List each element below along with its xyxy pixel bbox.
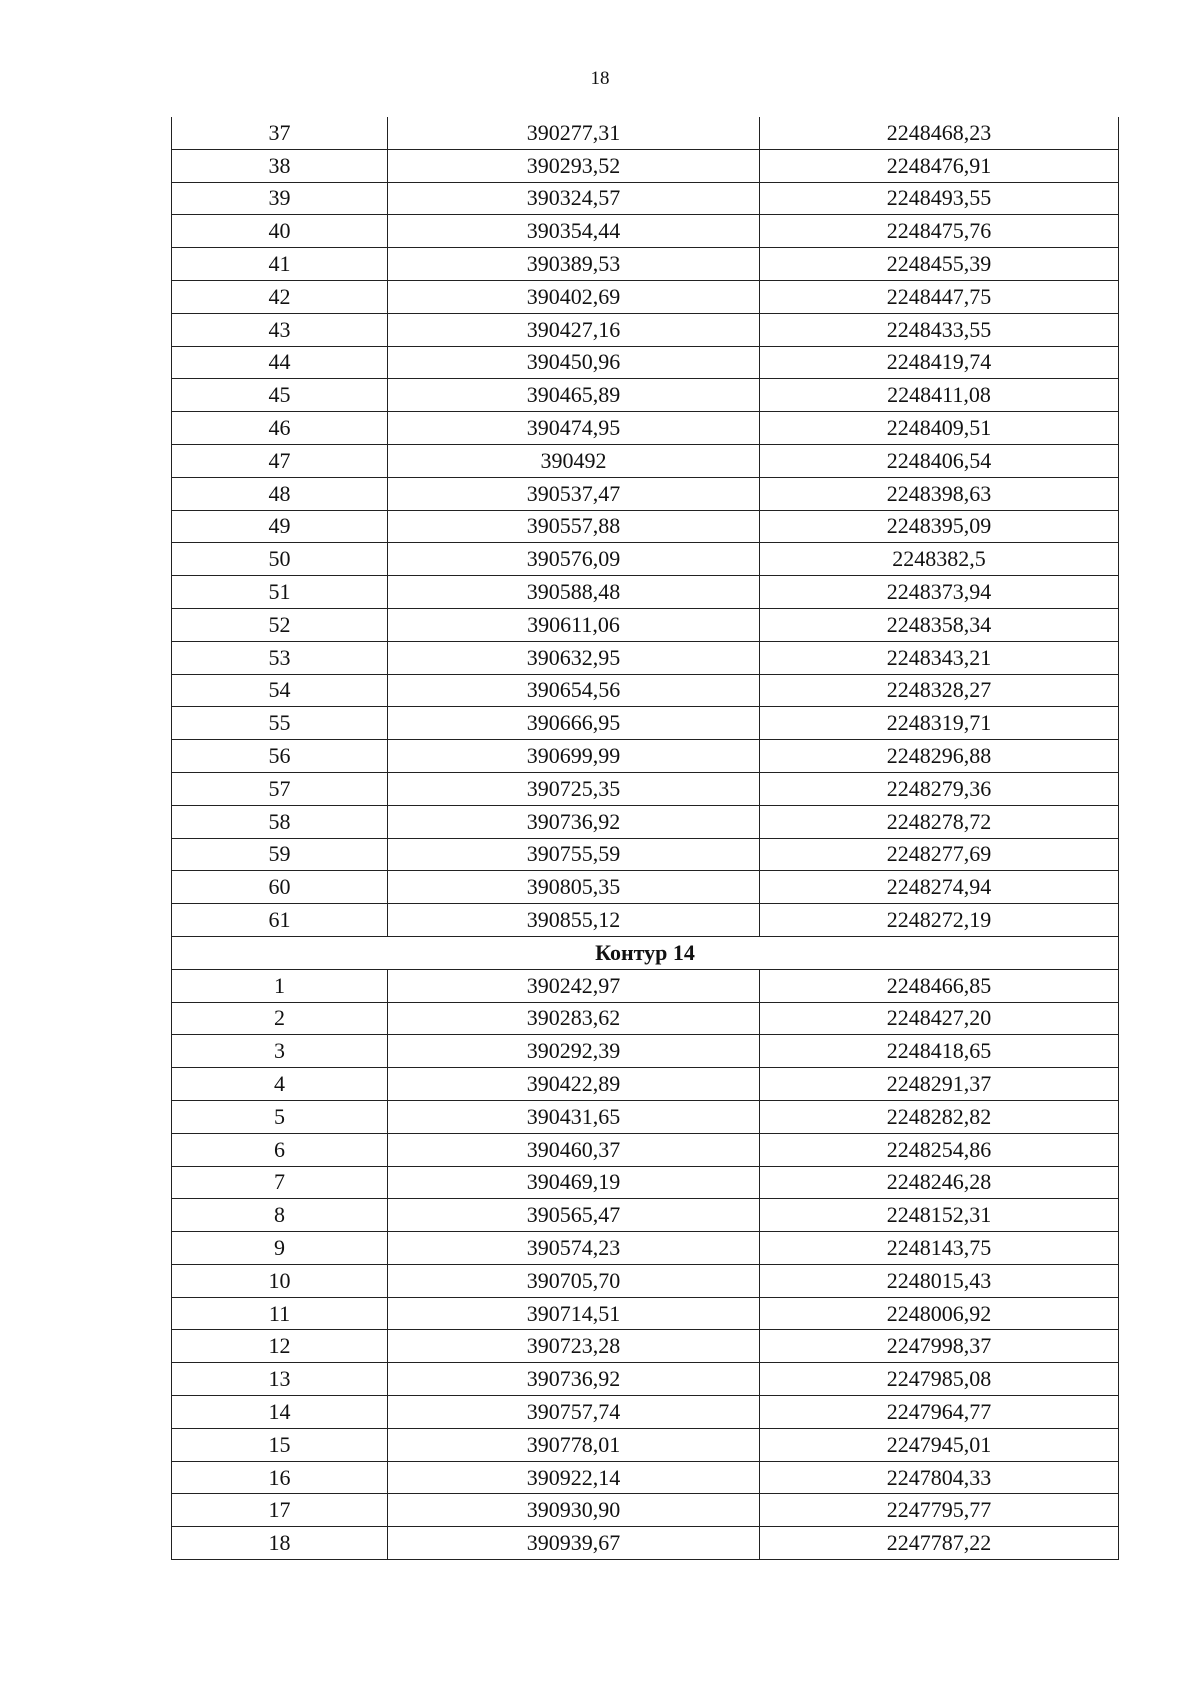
point-number-cell: 1 [172,969,388,1002]
point-number-cell: 52 [172,608,388,641]
x-coordinate-cell: 390588,48 [388,576,760,609]
x-coordinate-cell: 390705,70 [388,1264,760,1297]
y-coordinate-cell: 2248277,69 [760,838,1119,871]
y-coordinate-cell: 2248411,08 [760,379,1119,412]
table-row [172,1002,1119,1035]
x-coordinate-cell: 390474,95 [388,412,760,445]
y-coordinate-cell: 2248427,20 [760,1002,1119,1035]
x-coordinate-cell: 390632,95 [388,641,760,674]
y-coordinate-cell: 2248358,34 [760,608,1119,641]
x-coordinate-cell: 390699,99 [388,740,760,773]
point-number-cell: 11 [172,1297,388,1330]
y-coordinate-cell: 2248398,63 [760,477,1119,510]
table-row [172,477,1119,510]
point-number-cell: 2 [172,1002,388,1035]
x-coordinate-cell: 390557,88 [388,510,760,543]
point-number-cell: 60 [172,871,388,904]
y-coordinate-cell: 2247985,08 [760,1363,1119,1396]
point-number-cell: 50 [172,543,388,576]
point-number-cell: 8 [172,1199,388,1232]
point-number-cell: 49 [172,510,388,543]
x-coordinate-cell: 390654,56 [388,674,760,707]
y-coordinate-cell: 2248433,55 [760,313,1119,346]
x-coordinate-cell: 390422,89 [388,1068,760,1101]
table-row [172,969,1119,1002]
x-coordinate-cell: 390574,23 [388,1232,760,1265]
x-coordinate-cell: 390460,37 [388,1133,760,1166]
point-number-cell: 7 [172,1166,388,1199]
y-coordinate-cell: 2247998,37 [760,1330,1119,1363]
x-coordinate-cell: 390855,12 [388,904,760,937]
table-row [172,379,1119,412]
y-coordinate-cell: 2248455,39 [760,248,1119,281]
point-number-cell: 55 [172,707,388,740]
point-number-cell: 43 [172,313,388,346]
y-coordinate-cell: 2248476,91 [760,149,1119,182]
y-coordinate-cell: 2248015,43 [760,1264,1119,1297]
point-number-cell: 41 [172,248,388,281]
table-row [172,1068,1119,1101]
x-coordinate-cell: 390293,52 [388,149,760,182]
point-number-cell: 39 [172,182,388,215]
point-number-cell: 38 [172,149,388,182]
page-number: 18 [590,68,610,89]
y-coordinate-cell: 2247945,01 [760,1428,1119,1461]
point-number-cell: 58 [172,805,388,838]
table-row [172,1035,1119,1068]
x-coordinate-cell: 390324,57 [388,182,760,215]
y-coordinate-cell: 2248406,54 [760,444,1119,477]
x-coordinate-cell: 390292,39 [388,1035,760,1068]
point-number-cell: 4 [172,1068,388,1101]
table-row [172,313,1119,346]
coordinates-table [171,117,1119,1560]
table-row [172,674,1119,707]
point-number-cell: 59 [172,838,388,871]
point-number-cell: 13 [172,1363,388,1396]
y-coordinate-cell: 2248143,75 [760,1232,1119,1265]
point-number-cell: 40 [172,215,388,248]
section-heading-row [172,936,1119,969]
coordinates-rows-before [172,117,1119,936]
point-number-cell: 17 [172,1494,388,1527]
table-row [172,1199,1119,1232]
table-row [172,871,1119,904]
table-row [172,608,1119,641]
x-coordinate-cell: 390666,95 [388,707,760,740]
y-coordinate-cell: 2248006,92 [760,1297,1119,1330]
table-row [172,182,1119,215]
section-heading-group [172,936,1119,969]
point-number-cell: 45 [172,379,388,412]
point-number-cell: 6 [172,1133,388,1166]
point-number-cell: 51 [172,576,388,609]
table-row [172,1527,1119,1560]
y-coordinate-cell: 2248328,27 [760,674,1119,707]
table-row [172,117,1119,149]
x-coordinate-cell: 390714,51 [388,1297,760,1330]
point-number-cell: 57 [172,772,388,805]
table-row [172,904,1119,937]
x-coordinate-cell: 390283,62 [388,1002,760,1035]
y-coordinate-cell: 2247964,77 [760,1396,1119,1429]
table-row [172,412,1119,445]
y-coordinate-cell: 2248475,76 [760,215,1119,248]
x-coordinate-cell: 390757,74 [388,1396,760,1429]
point-number-cell: 5 [172,1100,388,1133]
x-coordinate-cell: 390723,28 [388,1330,760,1363]
x-coordinate-cell: 390427,16 [388,313,760,346]
point-number-cell: 47 [172,444,388,477]
x-coordinate-cell: 390755,59 [388,838,760,871]
table-row [172,1428,1119,1461]
x-coordinate-cell: 390277,31 [388,117,760,149]
table-row [172,1330,1119,1363]
table-row [172,576,1119,609]
y-coordinate-cell: 2248395,09 [760,510,1119,543]
section-heading: Контур 14 [172,936,1119,969]
y-coordinate-cell: 2248373,94 [760,576,1119,609]
y-coordinate-cell: 2248291,37 [760,1068,1119,1101]
x-coordinate-cell: 390576,09 [388,543,760,576]
point-number-cell: 15 [172,1428,388,1461]
coordinates-rows-after [172,969,1119,1559]
x-coordinate-cell: 390537,47 [388,477,760,510]
table-row [172,280,1119,313]
table-row [172,740,1119,773]
table-row [172,1363,1119,1396]
table-row [172,1461,1119,1494]
x-coordinate-cell: 390736,92 [388,1363,760,1396]
y-coordinate-cell: 2248418,65 [760,1035,1119,1068]
table-row [172,1297,1119,1330]
table-row [172,838,1119,871]
table-row [172,707,1119,740]
table-row [172,510,1119,543]
table-row [172,543,1119,576]
x-coordinate-cell: 390565,47 [388,1199,760,1232]
x-coordinate-cell: 390389,53 [388,248,760,281]
y-coordinate-cell: 2248343,21 [760,641,1119,674]
x-coordinate-cell: 390465,89 [388,379,760,412]
point-number-cell: 14 [172,1396,388,1429]
y-coordinate-cell: 2248466,85 [760,969,1119,1002]
y-coordinate-cell: 2248493,55 [760,182,1119,215]
table-row [172,149,1119,182]
x-coordinate-cell: 390450,96 [388,346,760,379]
y-coordinate-cell: 2248152,31 [760,1199,1119,1232]
y-coordinate-cell: 2248279,36 [760,772,1119,805]
x-coordinate-cell: 390736,92 [388,805,760,838]
point-number-cell: 3 [172,1035,388,1068]
x-coordinate-cell: 390431,65 [388,1100,760,1133]
y-coordinate-cell: 2247804,33 [760,1461,1119,1494]
x-coordinate-cell: 390778,01 [388,1428,760,1461]
y-coordinate-cell: 2248246,28 [760,1166,1119,1199]
y-coordinate-cell: 2248409,51 [760,412,1119,445]
table-row [172,772,1119,805]
table-row [172,641,1119,674]
y-coordinate-cell: 2248319,71 [760,707,1119,740]
point-number-cell: 16 [172,1461,388,1494]
x-coordinate-cell: 390805,35 [388,871,760,904]
x-coordinate-cell: 390354,44 [388,215,760,248]
x-coordinate-cell: 390402,69 [388,280,760,313]
point-number-cell: 54 [172,674,388,707]
point-number-cell: 37 [172,117,388,149]
table-row [172,1133,1119,1166]
y-coordinate-cell: 2247787,22 [760,1527,1119,1560]
table-row [172,444,1119,477]
x-coordinate-cell: 390242,97 [388,969,760,1002]
table-row [172,1166,1119,1199]
y-coordinate-cell: 2248419,74 [760,346,1119,379]
y-coordinate-cell: 2248447,75 [760,280,1119,313]
point-number-cell: 44 [172,346,388,379]
y-coordinate-cell: 2248296,88 [760,740,1119,773]
point-number-cell: 56 [172,740,388,773]
y-coordinate-cell: 2248382,5 [760,543,1119,576]
point-number-cell: 61 [172,904,388,937]
table-row [172,1232,1119,1265]
table-row [172,1396,1119,1429]
table-row [172,346,1119,379]
table-row [172,805,1119,838]
x-coordinate-cell: 390930,90 [388,1494,760,1527]
table-row [172,1100,1119,1133]
x-coordinate-cell: 390611,06 [388,608,760,641]
point-number-cell: 18 [172,1527,388,1560]
table-row [172,1264,1119,1297]
table-row [172,248,1119,281]
point-number-cell: 9 [172,1232,388,1265]
y-coordinate-cell: 2248272,19 [760,904,1119,937]
x-coordinate-cell: 390725,35 [388,772,760,805]
y-coordinate-cell: 2248274,94 [760,871,1119,904]
y-coordinate-cell: 2247795,77 [760,1494,1119,1527]
x-coordinate-cell: 390939,67 [388,1527,760,1560]
x-coordinate-cell: 390469,19 [388,1166,760,1199]
table-row [172,1494,1119,1527]
y-coordinate-cell: 2248282,82 [760,1100,1119,1133]
x-coordinate-cell: 390922,14 [388,1461,760,1494]
table-row [172,215,1119,248]
point-number-cell: 53 [172,641,388,674]
point-number-cell: 48 [172,477,388,510]
y-coordinate-cell: 2248278,72 [760,805,1119,838]
y-coordinate-cell: 2248468,23 [760,117,1119,149]
x-coordinate-cell: 390492 [388,444,760,477]
point-number-cell: 42 [172,280,388,313]
y-coordinate-cell: 2248254,86 [760,1133,1119,1166]
point-number-cell: 10 [172,1264,388,1297]
point-number-cell: 46 [172,412,388,445]
point-number-cell: 12 [172,1330,388,1363]
